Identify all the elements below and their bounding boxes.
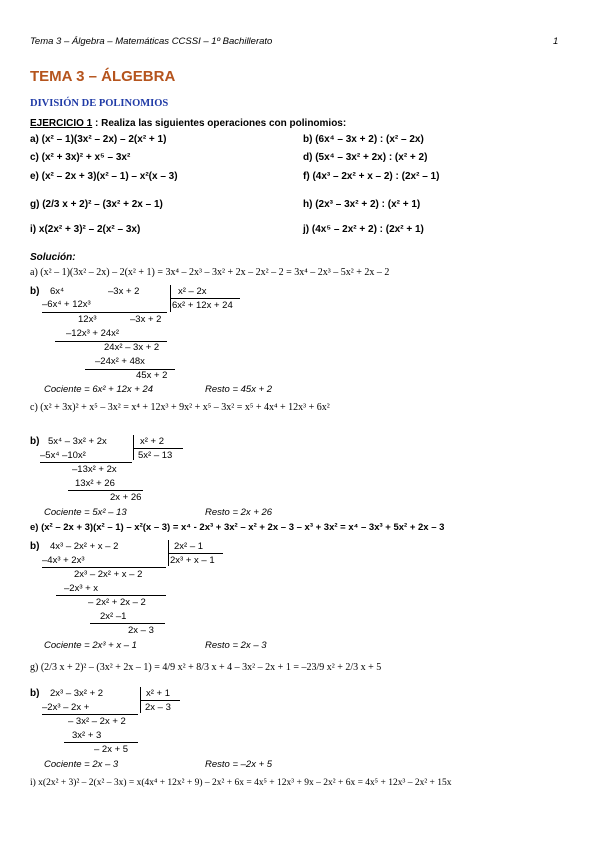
division-b-resto: Resto = 45x + 2 [205, 384, 273, 395]
division-b-rem3: 45x + 2 [136, 370, 168, 381]
exercise-item-e: e) (x² – 2x + 3)(x² – 1) – x²(x – 3) [30, 171, 178, 182]
division-h-quotient: 2x – 3 [145, 702, 171, 713]
page-title: TEMA 3 – ÁLGEBRA [30, 68, 176, 85]
solution-c: c) (x² + 3x)² + x⁵ – 3x² = x⁴ + 12x³ + 9x² + x⁵ – 3x² = x⁵ + 4x⁴ + 12x³ + 6x² [30, 402, 330, 413]
division-h-rule2 [64, 742, 138, 743]
division-f-step2: –2x³ + x [64, 583, 99, 594]
division-b-step2: –12x³ + 24x² [66, 328, 120, 339]
division-f-rule2 [56, 595, 166, 596]
division-h-divisor: x² + 1 [146, 688, 171, 699]
exercise-item-h: h) (2x³ – 3x² + 2) : (x² + 1) [303, 199, 421, 210]
division-b-step1: –6x⁴ + 12x³ [42, 299, 91, 310]
solution-label: Solución: [30, 252, 76, 263]
division-f-divisor-rule [168, 553, 223, 554]
division-b-rem1: 12x³ [78, 314, 97, 325]
division-d-step2: 13x² + 26 [75, 478, 115, 489]
division-f-rule1 [42, 567, 166, 568]
division-f-dividend: 4x³ – 2x² + x – 2 [50, 541, 119, 552]
solution-a: a) (x² – 1)(3x² – 2x) – 2(x² + 1) = 3x⁴ – 2x³ – 3x² + 2x – 2x² – 2 = 3x⁴ – 2x³ – 5x² + 2x – 2 [30, 267, 390, 278]
division-d-cociente: Cociente = 5x² – 13 [44, 507, 127, 518]
division-b-divisor-rule [170, 298, 240, 299]
division-b-step3: –24x² + 48x [95, 356, 145, 367]
exercise-item-j: j) (4x⁵ – 2x² + 2) : (2x² + 1) [303, 224, 424, 235]
exercise-heading [30, 118, 346, 129]
exercise-item-i: i) x(2x² + 3)² – 2(x² – 3x) [30, 224, 141, 235]
solution-g: g) (2/3 x + 2)² – (3x² + 2x – 1) = 4/9 x² + 8/3 x + 4 – 3x² – 2x + 1 = –23/9 x² + 2/3 x + 5 [30, 662, 382, 673]
division-d-rule1 [40, 462, 132, 463]
division-f-rule3 [90, 623, 165, 624]
exercise-item-f: f) (4x³ – 2x² + x – 2) : (2x² – 1) [303, 171, 440, 182]
exercise-item-b: b) (6x⁴ – 3x + 2) : (x² – 2x) [303, 134, 424, 145]
division-b-label: b) [30, 286, 40, 297]
division-h-step1: –2x³ – 2x + [42, 702, 90, 713]
division-d-rem2: 2x + 26 [110, 492, 142, 503]
division-b-rem2: 24x² – 3x + 2 [104, 342, 160, 353]
division-d-label: b) [30, 436, 40, 447]
division-b-dividend-tail: –3x + 2 [108, 286, 140, 297]
exercise-item-c: c) (x² + 3x)² + x⁵ – 3x² [30, 152, 131, 163]
division-d-rem1: –13x² + 2x [72, 464, 117, 475]
division-d-resto: Resto = 2x + 26 [205, 507, 273, 518]
division-f-divisor: 2x² – 1 [174, 541, 204, 552]
division-f-quotient: 2x³ + x – 1 [170, 555, 215, 566]
division-d-dividend: 5x⁴ – 3x² + 2x [48, 436, 107, 447]
division-h-rem2: – 2x + 5 [94, 744, 129, 755]
page-number: 1 [553, 36, 559, 47]
division-h-resto: Resto = –2x + 5 [205, 759, 273, 770]
division-f-resto: Resto = 2x – 3 [205, 640, 267, 651]
division-f-label: b) [30, 541, 40, 552]
division-d-divisor-rule [133, 448, 183, 449]
division-d-step1: –5x⁴ –10x² [40, 450, 86, 461]
division-b-cociente: Cociente = 6x² + 12x + 24 [44, 384, 154, 395]
division-d-rule2 [68, 490, 143, 491]
page-header: Tema 3 – Álgebra – Matemáticas CCSSI – 1º Bachillerato [30, 36, 273, 47]
division-f-rem3: 2x – 3 [128, 625, 154, 636]
division-h-dividend: 2x³ – 3x² + 2 [50, 688, 104, 699]
division-d-quotient: 5x² – 13 [138, 450, 173, 461]
exercise-item-a: a) (x² – 1)(3x² – 2x) – 2(x² + 1) [30, 134, 167, 145]
division-f-step3: 2x² –1 [100, 611, 127, 622]
division-b-rule1 [42, 312, 167, 313]
division-h-step2: 3x² + 3 [72, 730, 102, 741]
division-h-cociente: Cociente = 2x – 3 [44, 759, 119, 770]
solution-e: e) (x² – 2x + 3)(x² – 1) – x²(x – 3) = x⁴ - 2x³ + 3x² – x² + 2x – 3 – x³ + 3x² = x⁴ – 3x³ + 5x² + 2x – 3 [30, 522, 445, 533]
division-d-divisor: x² + 2 [140, 436, 165, 447]
division-b-rem1-tail: –3x + 2 [130, 314, 162, 325]
exercise-statement: : Realiza las siguientes operaciones con polinomios: [92, 118, 347, 129]
division-b-quotient: 6x² + 12x + 24 [172, 300, 233, 311]
division-h-rem1: – 3x² – 2x + 2 [68, 716, 126, 727]
division-h-divisor-rule [140, 700, 180, 701]
division-f-cociente: Cociente = 2x³ + x – 1 [44, 640, 137, 651]
division-f-rem1: 2x³ – 2x² + x – 2 [74, 569, 143, 580]
division-h-label: b) [30, 688, 40, 699]
section-title: DIVISIÓN DE POLINOMIOS [30, 98, 169, 109]
division-h-rule1 [42, 714, 138, 715]
exercise-item-d: d) (5x⁴ – 3x² + 2x) : (x² + 2) [303, 152, 428, 163]
division-f-rem2: – 2x² + 2x – 2 [88, 597, 146, 608]
exercise-label: EJERCICIO 1 [30, 118, 93, 129]
solution-i: i) x(2x² + 3)² – 2(x² – 3x) = x(4x⁴ + 12x² + 9) – 2x² + 6x = 4x⁵ + 12x³ + 9x – 2x² + 6x = 4x⁵ + 12x³ – 2x² + 15x [30, 778, 452, 788]
division-b-divisor: x² – 2x [178, 286, 207, 297]
division-b-dividend-lead: 6x⁴ [50, 286, 65, 297]
division-f-step1: –4x³ + 2x³ [42, 555, 85, 566]
exercise-item-g: g) (2/3 x + 2)² – (3x² + 2x – 1) [30, 199, 163, 210]
